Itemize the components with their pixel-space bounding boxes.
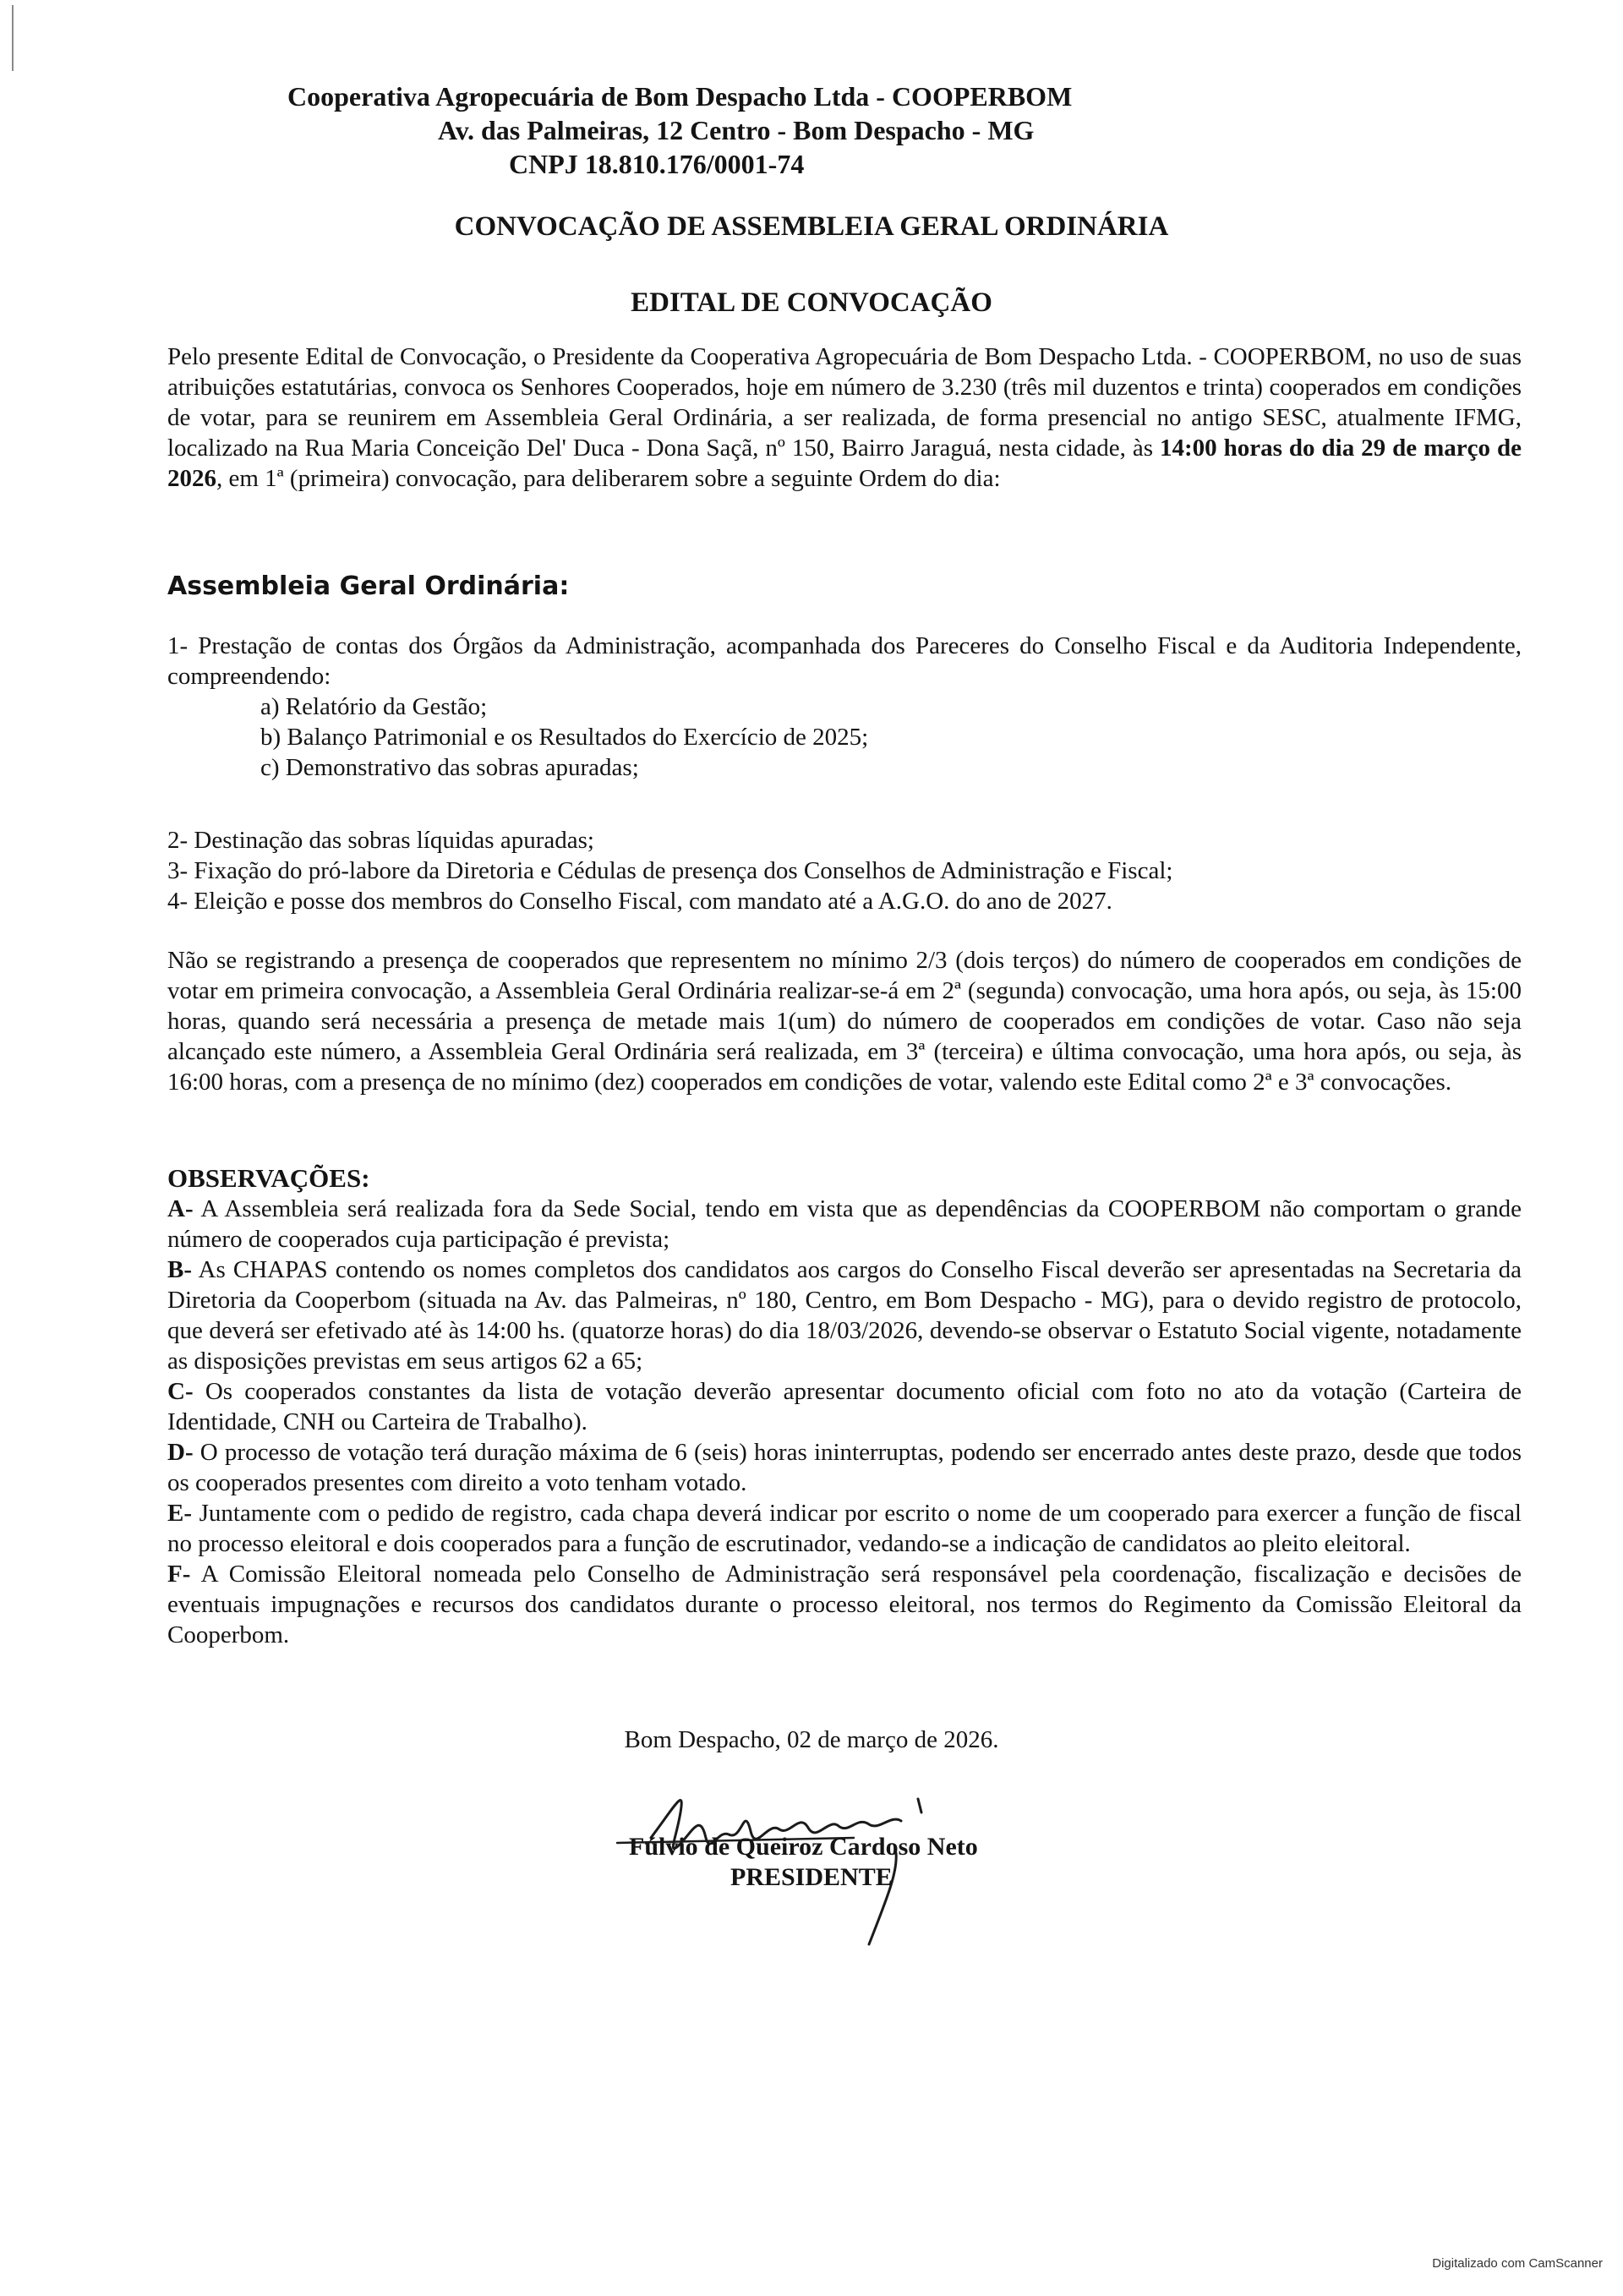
agenda-item-2: 2- Destinação das sobras líquidas apuradas; bbox=[167, 827, 594, 854]
observations-heading: OBSERVAÇÕES: bbox=[167, 1163, 370, 1193]
observation-c bbox=[167, 1376, 1522, 1437]
org-cnpj: CNPJ 18.810.176/0001-74 bbox=[509, 149, 805, 179]
signatory-name: Fúlvio de Queiroz Cardoso Neto bbox=[629, 1833, 978, 1861]
observation-b-label: B- bbox=[167, 1256, 192, 1283]
observation-a-label: A- bbox=[167, 1195, 194, 1222]
agenda-item-3: 3- Fixação do pró-labore da Diretoria e Cédulas de presença dos Conselhos de Administração e Fiscal; bbox=[167, 857, 1173, 884]
signature-block bbox=[600, 1779, 1074, 1948]
agenda-item-1-block bbox=[167, 631, 1522, 783]
observation-c-label: C- bbox=[167, 1378, 194, 1405]
place-date: Bom Despacho, 02 de março de 2026. bbox=[624, 1726, 999, 1753]
observation-e-text: Juntamente com o pedido de registro, cada chapa deverá indicar por escrito o nome de um cooperado para exercer a função de fiscal no processo eleitoral e dois cooperados para a função de escrutinador, vedando-se a indicação de candidatos ao pleito eleitoral. bbox=[167, 1500, 1522, 1557]
observation-b-text: As CHAPAS contendo os nomes completos dos candidatos aos cargos do Conselho Fiscal deverão ser apresentadas na Secretaria da Diretoria da Cooperbom (situada na Av. das Palmeiras, nº 180, Centro, em Bom Despacho - MG), para o devido registro de protocolo, que deverá ser efetivado até às 14:00 hs. (quatorze horas) do dia 18/03/2026, devendo-se observar o Estatuto Social vigente, notadamente as disposições previstas em seus artigos 62 a 65; bbox=[167, 1256, 1522, 1375]
observation-b bbox=[167, 1255, 1522, 1376]
agenda-item-1: 1- Prestação de contas dos Órgãos da Administração, acompanhada dos Pareceres do Conselho Fiscal e da Auditoria Independente, compreendendo: bbox=[167, 632, 1522, 690]
document-subtitle: EDITAL DE CONVOCAÇÃO bbox=[631, 287, 992, 318]
observation-d bbox=[167, 1437, 1522, 1498]
observation-c-text: Os cooperados constantes da lista de votação deverão apresentar documento oficial com foto no ato da votação (Carteira de Identidade, CNH ou Carteira de Trabalho). bbox=[167, 1378, 1522, 1435]
org-address: Av. das Palmeiras, 12 Centro - Bom Despacho - MG bbox=[438, 115, 1035, 145]
observation-f-label: F- bbox=[167, 1561, 191, 1588]
intro-text-1: Pelo presente Edital de Convocação, o Presidente da Cooperativa Agropecuária de Bom Despacho Ltda. - COOPERBOM, no uso de suas atribuições estatutárias, convoca os Senhores Cooperados, hoje em número de 3.230 (três mil duzentos e trinta) cooperados em condições de votar, para se reunirem em Assembleia Geral Ordinária, a ser realizada, de forma presencial no antigo SESC, atualmente IFMG, localizado na Rua Maria Conceição Del' Duca - Dona Saçã, nº 150, Bairro Jaraguá, nesta cidade, às bbox=[167, 343, 1522, 462]
observation-d-text: O processo de votação terá duração máxima de 6 (seis) horas ininterruptas, podendo ser encerrado antes deste prazo, desde que todos os cooperados presentes com direito a voto tenham votado. bbox=[167, 1439, 1522, 1496]
agenda-sub-b: b) Balanço Patrimonial e os Resultados do Exercício de 2025; bbox=[260, 724, 869, 751]
signatory-role: PRESIDENTE bbox=[730, 1863, 893, 1891]
intro-time-bold: 14:00 horas do dia 29 de março de 2026 bbox=[167, 435, 1522, 492]
intro-text-2: , em 1ª (primeira) convocação, para deliberarem sobre a seguinte Ordem do dia: bbox=[216, 465, 1001, 492]
agenda-sub-a: a) Relatório da Gestão; bbox=[260, 693, 488, 720]
observation-f-text: A Comissão Eleitoral nomeada pelo Conselho de Administração será responsável pela coordenação, fiscalização e decisões de eventuais impugnações e recursos dos candidatos durante o processo eleitoral, nos termos do Regimento da Comissão Eleitoral da Cooperbom. bbox=[167, 1561, 1522, 1648]
org-name: Cooperativa Agropecuária de Bom Despacho Ltda - COOPERBOM bbox=[287, 81, 1073, 112]
scanner-watermark: Digitalizado com CamScanner bbox=[1432, 2256, 1603, 2271]
organization-header bbox=[287, 79, 1133, 181]
observation-a bbox=[167, 1194, 1522, 1255]
observation-d-label: D- bbox=[167, 1439, 194, 1466]
observations-section bbox=[167, 1163, 1522, 1650]
observation-e bbox=[167, 1498, 1522, 1559]
observation-e-label: E- bbox=[167, 1500, 192, 1527]
observation-a-text: A Assembleia será realizada fora da Sede Social, tendo em vista que as dependências da COOPERBOM não comportam o grande número de cooperados cuja participação é prevista; bbox=[167, 1195, 1522, 1253]
agenda-heading: Assembleia Geral Ordinária: bbox=[167, 571, 570, 601]
agenda-items-2-4 bbox=[167, 825, 1522, 916]
intro-paragraph bbox=[167, 342, 1522, 494]
document-title: CONVOCAÇÃO DE ASSEMBLEIA GERAL ORDINÁRIA bbox=[454, 211, 1169, 242]
scan-edge-mark bbox=[12, 5, 14, 71]
agenda-sub-c: c) Demonstrativo das sobras apuradas; bbox=[260, 754, 639, 781]
agenda-item-4: 4- Eleição e posse dos membros do Conselho Fiscal, com mandato até a A.G.O. do ano de 2027. bbox=[167, 888, 1112, 915]
quorum-paragraph: Não se registrando a presença de cooperados que representem no mínimo 2/3 (dois terços) do número de cooperados em condições de votar em primeira convocação, a Assembleia Geral Ordinária realizar-se-á em 2ª (segunda) convocação, uma hora após, ou seja, às 15:00 horas, quando será necessária a presença de metade mais 1(um) do número de cooperados em condições de votar. Caso não seja alcançado este número, a Assembleia Geral Ordinária será realizada, em 3ª (terceira) e última convocação, uma hora após, ou seja, às 16:00 horas, com a presença de no mínimo (dez) cooperados em condições de votar, valendo este Edital como 2ª e 3ª convocações. bbox=[167, 947, 1522, 1096]
observation-f bbox=[167, 1559, 1522, 1650]
